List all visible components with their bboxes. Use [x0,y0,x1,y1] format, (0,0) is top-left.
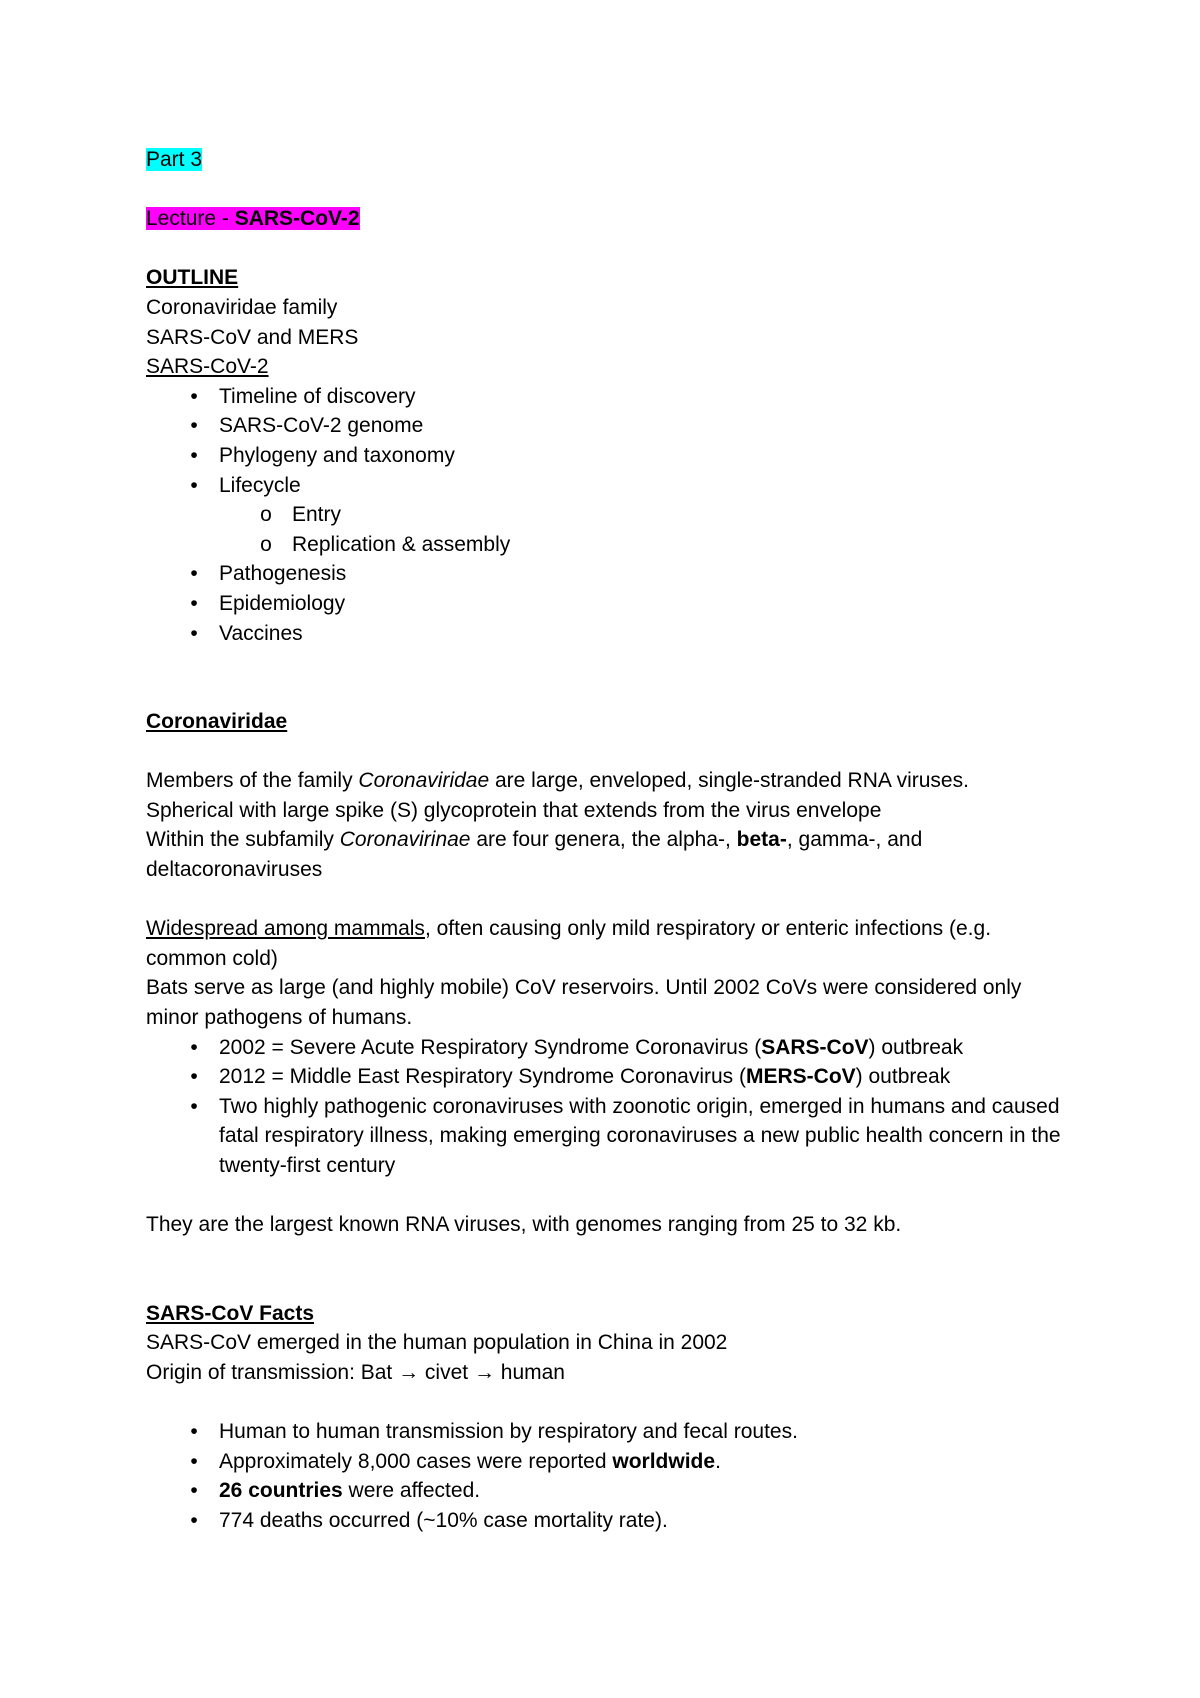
coronaviridae-title: Coronaviridae [146,710,288,734]
list-item: • Lifecycle [146,471,1076,501]
list-item: • SARS-CoV-2 genome [146,411,1076,441]
list-item: • 774 deaths occurred (~10% case mortality rate). [146,1506,1076,1536]
bullet-icon: • [190,1420,198,1444]
transmission-origin-text: Origin of transmission: Bat → civet → human [146,1360,565,1384]
bullet-icon: • [190,473,198,497]
list-item: • Two highly pathogenic coronaviruses with zoonotic origin, emerged in humans and caused fatal respiratory illness, making emerging coronaviruses a new public health concern in the twenty-first century [146,1092,1079,1181]
list-item: • 2002 = Severe Acute Respiratory Syndrome Coronavirus (SARS-CoV) outbreak [146,1033,1076,1063]
list-item: o Entry [146,500,1076,530]
bullet-icon: • [190,1035,198,1059]
bullet-icon: • [190,1094,198,1118]
list-item: o Replication & assembly [146,530,1076,560]
bullet-icon: • [190,443,198,467]
coronaviridae-paragraph: Members of the family Coronaviridae are large, enveloped, single-stranded RNA viruses. Spherical with large spike (S) glycoprotein that extends from the virus envelope Within the subfamily Coronavirinae are four genera, the alpha-, beta-, gamma-, and deltacoronaviruses [146,769,969,882]
bullet-icon: • [190,1449,198,1473]
outline-item: Coronaviridae family [146,295,338,319]
outline-title: OUTLINE [146,266,239,290]
circle-bullet-icon: o [260,532,272,556]
outbreak-bullet-list [146,1033,1076,1181]
lifecycle-sublist [146,500,1076,559]
list-item: • 2012 = Middle East Respiratory Syndrome Coronavirus (MERS-CoV) outbreak [146,1062,1076,1092]
list-item: • Timeline of discovery [146,382,1076,412]
sars-facts-bullet-list [146,1417,1076,1535]
bullet-icon: • [190,414,198,438]
bullet-icon: • [190,384,198,408]
bullet-icon: • [190,591,198,615]
sars-facts-title: SARS-CoV Facts [146,1301,315,1325]
document-page [146,145,1076,1536]
outline-bullet-list [146,382,1076,500]
list-item: • Phylogeny and taxonomy [146,441,1076,471]
lecture-heading [146,204,1076,234]
list-item: • 26 countries were affected. [146,1476,1076,1506]
circle-bullet-icon: o [260,503,272,527]
list-item: • Approximately 8,000 cases were reported worldwide. [146,1447,1076,1477]
lecture-prefix: Lecture - [146,207,235,231]
list-item: • Human to human transmission by respiratory and fecal routes. [146,1417,1076,1447]
widespread-link-text: Widespread among mammals [146,917,425,941]
part-label: Part 3 [146,148,203,171]
outline-bullet-list-2 [146,559,1076,648]
bullet-icon: • [190,621,198,645]
bullet-icon: • [190,1508,198,1532]
list-item: • Vaccines [146,619,1076,649]
outline-item: SARS-CoV and MERS [146,325,359,349]
list-item: • Epidemiology [146,589,1076,619]
outline-subtitle: SARS-CoV-2 [146,355,269,379]
rna-size-paragraph: They are the largest known RNA viruses, with genomes ranging from 25 to 32 kb. [146,1213,902,1237]
sars-emergence-text: SARS-CoV emerged in the human population in China in 2002 [146,1331,728,1355]
part-heading [146,145,1076,175]
lecture-topic: SARS-CoV-2 [234,207,360,231]
bullet-icon: • [190,562,198,586]
list-item: • Pathogenesis [146,559,1076,589]
bullet-icon: • [190,1479,198,1503]
mammals-paragraph: Widespread among mammals, often causing only mild respiratory or enteric infections (e.g. common cold) Bats serve as large (and highly mobile) CoV reservoirs. Until 2002 CoVs were considered only minor pathogens of humans. [146,917,1022,1030]
bullet-icon: • [190,1065,198,1089]
